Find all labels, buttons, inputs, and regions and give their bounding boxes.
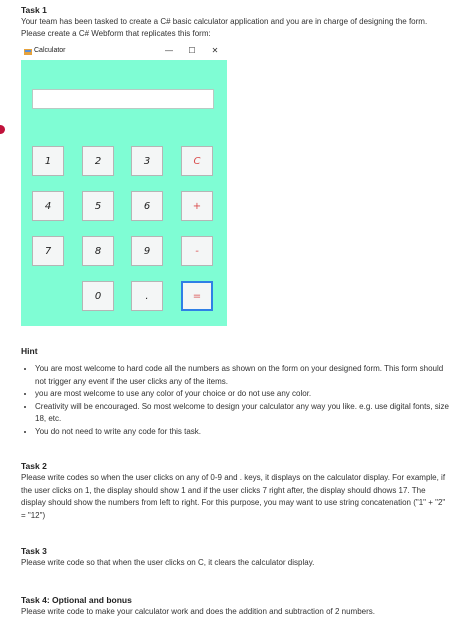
key-6[interactable]: 6 — [131, 191, 163, 221]
key-decimal[interactable]: . — [131, 281, 163, 311]
key-minus[interactable]: - — [181, 236, 213, 266]
task1-line1: Your team has been tasked to create a C# basic calculator application and you are in charge of designing the form. — [21, 17, 428, 26]
task4-heading: Task 4: Optional and bonus — [21, 595, 132, 605]
hint-heading: Hint — [21, 346, 38, 356]
calculator-window — [21, 45, 227, 326]
window-title: Calculator — [34, 47, 66, 54]
key-9[interactable]: 9 — [131, 236, 163, 266]
key-equals[interactable]: = — [181, 281, 213, 311]
key-clear[interactable]: C — [181, 146, 213, 176]
task3-text: Please write code so that when the user clicks on C, it clears the calculator display. — [21, 558, 315, 567]
key-0[interactable]: 0 — [82, 281, 114, 311]
close-button[interactable]: ✕ — [211, 46, 219, 55]
key-4[interactable]: 4 — [32, 191, 64, 221]
hint-item: • You are most welcome to hard code all the numbers as shown on the form on your designed form. This form should not trigger any event if the user clicks any of the items. — [35, 363, 449, 388]
calculator-body — [21, 60, 227, 326]
minimize-button[interactable]: — — [165, 46, 173, 55]
hint-item: • you are most welcome to use any color of your choice or do not use any color. — [35, 388, 449, 401]
key-8[interactable]: 8 — [82, 236, 114, 266]
task2-heading: Task 2 — [21, 461, 47, 471]
key-7[interactable]: 7 — [32, 236, 64, 266]
task2-text: Please write codes so when the user clicks on any of 0-9 and . keys, it displays on the calculator display. For example, if the user clicks on 1, the display should show 1 and if the user clicks 7 right after, the display should dhows 17. The display should show the numbers from left to right. For this purpose, you may want to use string concatenation ("1" + "2" = "12") — [21, 473, 446, 520]
task3-heading: Task 3 — [21, 546, 47, 556]
task4-text: Please write code to make your calculator work and does the addition and subtraction of 2 numbers. — [21, 607, 375, 616]
maximize-button[interactable]: ☐ — [188, 46, 196, 55]
side-marker — [0, 125, 5, 134]
key-1[interactable]: 1 — [32, 146, 64, 176]
calculator-display[interactable] — [32, 89, 214, 109]
hint-list — [21, 363, 449, 438]
window-titlebar — [21, 45, 227, 60]
key-3[interactable]: 3 — [131, 146, 163, 176]
task1-line2: Please create a C# Webform that replicates this form: — [21, 29, 211, 38]
hint-item: • You do not need to write any code for this task. — [35, 426, 449, 439]
key-2[interactable]: 2 — [82, 146, 114, 176]
hint-item: • Creativity will be encouraged. So most welcome to design your calculator any way you like. e.g. use digital fonts, size 18, etc. — [35, 401, 449, 426]
task1-heading: Task 1 — [21, 5, 47, 15]
app-icon — [24, 48, 32, 56]
key-plus[interactable]: + — [181, 191, 213, 221]
key-5[interactable]: 5 — [82, 191, 114, 221]
